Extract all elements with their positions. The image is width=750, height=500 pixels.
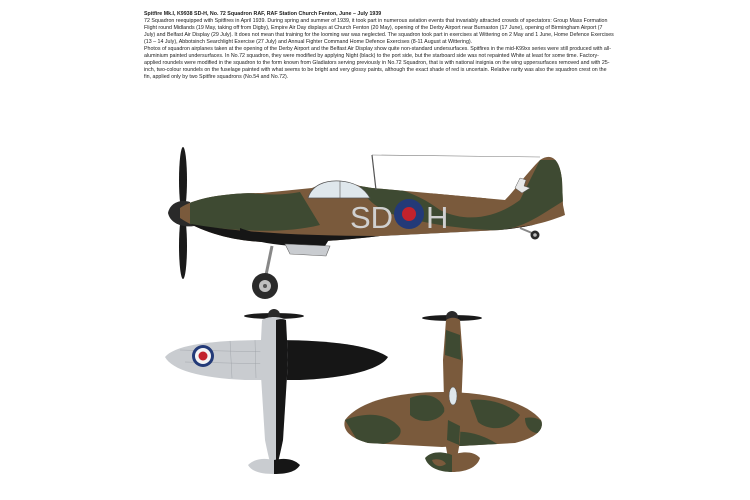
canopy <box>308 181 370 198</box>
underside-tailplane <box>248 459 274 474</box>
caption-paragraph-undersurfaces: Photos of squadron airplanes taken at the opening of the Derby Airport and the Belfast Air Display show quite non-standard undersurfaces. Spitfires in the mid-K99xx series were still produced with all-aluminium painted undersurfaces. In No.72 squadron, they were modified by applying Night (black) to the port side, but the starboard side was not repainted White at least for some time. Factory-applied roundels were modified in the squadron to the form known from Gladiators serving previously in No.72 Squadron, that is with national insignia on the wing uppersurfaces removed and with 25-inch, two-colour roundels on the fuselage painted with what seems to be bright and very glossy paints, although the exact shade of red is uncertain. Relative rarity was also the squadron crest on the fin, applied only by two Spitfire squadrons (No.54 and No.72). <box>144 46 611 81</box>
underwing-roundel <box>192 345 214 367</box>
underside-view <box>150 309 436 474</box>
caption-paragraph-history: 72 Squadron reequipped with Spitfires in April 1939. During spring and summer of 1939, it took part in numerous aviation events that invariably attracted crowds of spectators: Group Mass Formation Flight round Midlands (19 May, taking off from Digby), Empire Air Day displays at Church Fenton (20 May), opening of the Derby Airport near Burnaston (17 June), opening of Birmingham Airport (7 July) and Belfast Air Display (29 July). It does not mean that training for the looming war was neglected. The squadron took part in exercises at Wittering on 2 May and 1 June, Home Defence Exercises (13 – 14 July), Abbotsinch Searchlight Exercise (27 July) and Annual Fighter Command Home Defence Exercises (8-11 August at Wittering). <box>144 18 614 46</box>
radio-mast <box>372 155 376 190</box>
main-undercarriage-leg <box>266 246 272 275</box>
caption-title: Spitfire Mk.I, K9938 SD-H, No. 72 Squadron RAF, RAF Station Church Fenton, June – July 1939 <box>144 11 382 17</box>
code-letters-sd: SD <box>350 200 394 235</box>
radiator <box>285 244 330 256</box>
side-profile <box>168 147 570 299</box>
tail-wheel-leg <box>520 228 532 233</box>
top-view <box>340 311 550 472</box>
aerial-wire <box>372 155 540 157</box>
top-canopy <box>449 387 457 405</box>
fuselage-roundel <box>394 199 424 229</box>
code-letter-h: H <box>426 200 449 235</box>
